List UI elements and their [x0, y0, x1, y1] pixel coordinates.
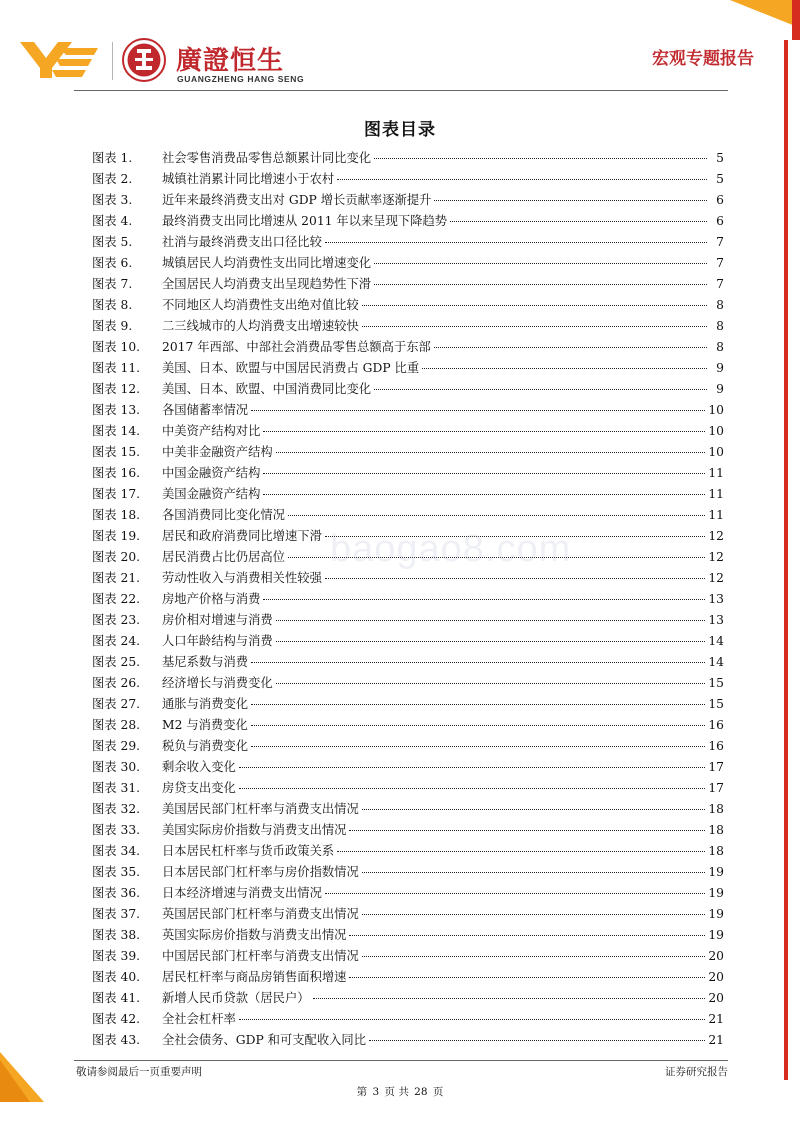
toc-dot-leader — [276, 641, 706, 642]
toc-entry-page: 9 — [716, 361, 724, 375]
toc-entry[interactable] — [92, 1030, 724, 1051]
toc-entry-title: 美国居民部门杠杆率与消费支出情况 — [162, 802, 359, 816]
toc-entry-page: 15 — [708, 697, 724, 711]
toc-entry-page: 13 — [708, 592, 724, 606]
toc-entry-number: 图表 28. — [92, 718, 141, 732]
toc-entry-title: 中国金融资产结构 — [162, 466, 261, 480]
toc-entry[interactable] — [92, 211, 724, 232]
toc-entry-number: 图表 34. — [92, 844, 141, 858]
figure-index-list — [92, 148, 724, 1051]
toc-entry[interactable] — [92, 736, 724, 757]
toc-entry-number: 图表 30. — [92, 760, 141, 774]
toc-entry-title: 通胀与消费变化 — [162, 697, 249, 711]
toc-dot-leader — [362, 809, 706, 810]
toc-entry-title: 全国居民人均消费支出呈现趋势性下滑 — [162, 277, 372, 291]
toc-entry[interactable] — [92, 925, 724, 946]
toc-entry[interactable] — [92, 316, 724, 337]
toc-entry-number: 图表 15. — [92, 445, 141, 459]
toc-entry-title: 人口年龄结构与消费 — [162, 634, 273, 648]
toc-dot-leader — [362, 956, 706, 957]
toc-entry-page: 17 — [708, 781, 724, 795]
toc-entry-page: 19 — [708, 886, 724, 900]
toc-entry-number: 图表 5. — [92, 235, 133, 249]
toc-entry[interactable] — [92, 778, 724, 799]
toc-dot-leader — [251, 704, 705, 705]
right-edge-rule — [784, 40, 788, 1080]
toc-entry-number: 图表 20. — [92, 550, 141, 564]
toc-entry-page: 5 — [716, 151, 724, 165]
toc-entry-page: 12 — [708, 550, 724, 564]
logo-separator — [112, 42, 113, 80]
toc-entry[interactable] — [92, 673, 724, 694]
toc-entry-number: 图表 4. — [92, 214, 133, 228]
toc-entry[interactable] — [92, 400, 724, 421]
toc-entry-title: 剩余收入变化 — [162, 760, 236, 774]
toc-entry-number: 图表 13. — [92, 403, 141, 417]
toc-dot-leader — [374, 389, 707, 390]
toc-entry-page: 19 — [708, 865, 724, 879]
page-number-total: 28 — [414, 1086, 428, 1098]
toc-entry-number: 图表 33. — [92, 823, 141, 837]
toc-dot-leader — [374, 263, 707, 264]
toc-entry-page: 5 — [716, 172, 724, 186]
toc-entry-number: 图表 22. — [92, 592, 141, 606]
toc-entry[interactable] — [92, 568, 724, 589]
toc-dot-leader — [337, 851, 705, 852]
toc-entry-page: 6 — [716, 214, 724, 228]
toc-entry-page: 18 — [708, 844, 724, 858]
toc-entry-title: 中美资产结构对比 — [162, 424, 261, 438]
toc-dot-leader — [251, 746, 705, 747]
toc-entry[interactable] — [92, 505, 724, 526]
toc-entry-number: 图表 36. — [92, 886, 141, 900]
toc-entry-number: 图表 29. — [92, 739, 141, 753]
toc-entry-number: 图表 24. — [92, 634, 141, 648]
toc-dot-leader — [239, 788, 706, 789]
toc-entry-title: 英国居民部门杠杆率与消费支出情况 — [162, 907, 359, 921]
toc-entry-number: 图表 2. — [92, 172, 133, 186]
toc-entry-number: 图表 37. — [92, 907, 141, 921]
toc-entry-number: 图表 3. — [92, 193, 133, 207]
toc-entry[interactable] — [92, 862, 724, 883]
toc-dot-leader — [251, 410, 705, 411]
toc-entry[interactable] — [92, 883, 724, 904]
toc-entry-page: 19 — [708, 907, 724, 921]
toc-dot-leader — [263, 473, 705, 474]
toc-dot-leader — [374, 158, 707, 159]
toc-entry-title: 基尼系数与消费 — [162, 655, 249, 669]
toc-entry-number: 图表 14. — [92, 424, 141, 438]
toc-entry-page: 9 — [716, 382, 724, 396]
page-header — [20, 36, 760, 86]
toc-dot-leader — [362, 305, 707, 306]
toc-entry[interactable] — [92, 631, 724, 652]
toc-entry-title: 中国居民部门杠杆率与消费支出情况 — [162, 949, 359, 963]
watermark-text: baogao8.com — [330, 528, 572, 570]
toc-entry-page: 8 — [716, 340, 724, 354]
page-number-prefix: 第 — [356, 1086, 368, 1098]
toc-entry-title: 近年来最终消费支出对 GDP 增长贡献率逐渐提升 — [162, 193, 432, 207]
toc-dot-leader — [263, 494, 705, 495]
toc-entry-page: 20 — [708, 991, 724, 1005]
toc-dot-leader — [325, 893, 705, 894]
toc-entry-page: 10 — [708, 445, 724, 459]
toc-entry-number: 图表 31. — [92, 781, 141, 795]
toc-entry-number: 图表 8. — [92, 298, 133, 312]
toc-entry[interactable] — [92, 274, 724, 295]
toc-entry-number: 图表 18. — [92, 508, 141, 522]
toc-entry-title: 新增人民币贷款（居民户） — [162, 991, 310, 1005]
toc-entry-number: 图表 26. — [92, 676, 141, 690]
page-number-suffix: 页 — [432, 1086, 444, 1098]
toc-entry-number: 图表 25. — [92, 655, 141, 669]
toc-entry-title: 二三线城市的人均消费支出增速较快 — [162, 319, 359, 333]
toc-entry[interactable] — [92, 610, 724, 631]
toc-dot-leader — [251, 662, 705, 663]
toc-entry-page: 21 — [708, 1012, 724, 1026]
toc-entry[interactable] — [92, 232, 724, 253]
toc-entry-title: 日本居民杠杆率与货币政策关系 — [162, 844, 335, 858]
toc-entry-title: 不同地区人均消费性支出绝对值比较 — [162, 298, 359, 312]
toc-entry[interactable] — [92, 190, 724, 211]
toc-entry[interactable] — [92, 463, 724, 484]
toc-entry-title: M2 与消费变化 — [162, 718, 248, 732]
toc-entry-number: 图表 19. — [92, 529, 141, 543]
toc-entry-page: 7 — [716, 256, 724, 270]
toc-entry[interactable] — [92, 148, 724, 169]
toc-entry-number: 图表 38. — [92, 928, 141, 942]
toc-entry-number: 图表 41. — [92, 991, 141, 1005]
toc-dot-leader — [362, 872, 706, 873]
toc-entry[interactable] — [92, 757, 724, 778]
toc-entry-number: 图表 6. — [92, 256, 133, 270]
toc-entry[interactable] — [92, 442, 724, 463]
toc-entry-page: 14 — [708, 634, 724, 648]
toc-entry-number: 图表 21. — [92, 571, 141, 585]
footer-divider — [74, 1060, 728, 1061]
toc-entry-title: 房价相对增速与消费 — [162, 613, 273, 627]
toc-entry-title: 美国、日本、欧盟与中国居民消费占 GDP 比重 — [162, 361, 420, 375]
toc-dot-leader — [251, 725, 706, 726]
toc-entry-page: 7 — [716, 235, 724, 249]
toc-entry[interactable] — [92, 946, 724, 967]
toc-dot-leader — [325, 242, 707, 243]
toc-dot-leader — [434, 347, 707, 348]
toc-entry-title: 最终消费支出同比增速从 2011 年以来呈现下降趋势 — [162, 214, 448, 228]
toc-entry-title: 居民杠杆率与商品房销售面积增速 — [162, 970, 347, 984]
toc-entry-page: 6 — [716, 193, 724, 207]
toc-entry-title: 城镇居民人均消费性支出同比增速变化 — [162, 256, 372, 270]
toc-entry-page: 14 — [708, 655, 724, 669]
toc-entry[interactable] — [92, 295, 724, 316]
document-type-label: 证券研究报告 — [665, 1066, 728, 1078]
toc-dot-leader — [374, 284, 707, 285]
toc-entry-title: 居民消费占比仍居高位 — [162, 550, 285, 564]
toc-entry[interactable] — [92, 820, 724, 841]
toc-entry[interactable] — [92, 337, 724, 358]
toc-entry-page: 11 — [708, 466, 724, 480]
toc-entry-title: 各国储蓄率情况 — [162, 403, 249, 417]
toc-dot-leader — [349, 977, 705, 978]
toc-entry-title: 房地产价格与消费 — [162, 592, 261, 606]
toc-entry-page: 11 — [708, 508, 724, 522]
toc-entry-number: 图表 27. — [92, 697, 141, 711]
toc-entry-page: 12 — [708, 529, 724, 543]
toc-entry-number: 图表 10. — [92, 340, 141, 354]
toc-dot-leader — [239, 767, 706, 768]
header-divider — [74, 90, 728, 91]
disclaimer-note: 敬请参阅最后一页重要声明 — [76, 1066, 202, 1078]
toc-dot-leader — [337, 179, 707, 180]
toc-entry-page: 20 — [708, 949, 724, 963]
toc-dot-leader — [422, 368, 707, 369]
toc-entry-page: 10 — [708, 424, 724, 438]
toc-dot-leader — [288, 515, 705, 516]
toc-entry-title: 城镇社消累计同比增速小于农村 — [162, 172, 335, 186]
toc-dot-leader — [434, 200, 707, 201]
toc-entry[interactable] — [92, 652, 724, 673]
toc-entry[interactable] — [92, 421, 724, 442]
toc-entry-number: 图表 35. — [92, 865, 141, 879]
toc-entry[interactable] — [92, 358, 724, 379]
toc-entry-page: 18 — [708, 823, 724, 837]
toc-entry-page: 16 — [708, 739, 724, 753]
toc-dot-leader — [362, 914, 706, 915]
toc-entry-number: 图表 42. — [92, 1012, 141, 1026]
toc-entry-title: 美国实际房价指数与消费支出情况 — [162, 823, 347, 837]
page-number-current: 3 — [372, 1086, 380, 1098]
toc-entry-title: 全社会杠杆率 — [162, 1012, 236, 1026]
toc-entry-page: 16 — [708, 718, 724, 732]
toc-entry-title: 税负与消费变化 — [162, 739, 249, 753]
toc-entry[interactable] — [92, 484, 724, 505]
toc-entry-page: 12 — [708, 571, 724, 585]
toc-dot-leader — [349, 830, 705, 831]
toc-entry-title: 经济增长与消费变化 — [162, 676, 273, 690]
toc-entry[interactable] — [92, 799, 724, 820]
toc-entry-title: 2017 年西部、中部社会消费品零售总额高于东部 — [162, 340, 431, 354]
toc-dot-leader — [263, 431, 705, 432]
toc-entry-number: 图表 12. — [92, 382, 141, 396]
toc-entry-page: 21 — [708, 1033, 724, 1047]
toc-entry-title: 社消与最终消费支出口径比较 — [162, 235, 322, 249]
toc-entry-number: 图表 1. — [92, 151, 133, 165]
top-right-corner-decoration — [710, 0, 800, 40]
toc-dot-leader — [276, 683, 706, 684]
toc-entry-page: 7 — [716, 277, 724, 291]
toc-entry[interactable] — [92, 988, 724, 1009]
toc-entry-title: 中美非金融资产结构 — [162, 445, 273, 459]
toc-dot-leader — [239, 1019, 706, 1020]
toc-entry-title: 美国、日本、欧盟、中国消费同比变化 — [162, 382, 372, 396]
toc-entry[interactable] — [92, 841, 724, 862]
toc-entry[interactable] — [92, 967, 724, 988]
toc-entry[interactable] — [92, 169, 724, 190]
toc-entry[interactable] — [92, 904, 724, 925]
toc-dot-leader — [325, 578, 705, 579]
toc-entry-title: 房贷支出变化 — [162, 781, 236, 795]
toc-entry-page: 8 — [716, 298, 724, 312]
toc-entry[interactable] — [92, 379, 724, 400]
toc-dot-leader — [276, 452, 706, 453]
toc-entry-number: 图表 9. — [92, 319, 133, 333]
toc-entry-title: 全社会债务、GDP 和可支配收入同比 — [162, 1033, 367, 1047]
toc-entry-number: 图表 16. — [92, 466, 141, 480]
toc-entry-title: 劳动性收入与消费相关性较强 — [162, 571, 322, 585]
toc-entry-number: 图表 17. — [92, 487, 141, 501]
toc-dot-leader — [349, 935, 705, 936]
toc-dot-leader — [263, 599, 705, 600]
brand-name-english: GUANGZHENG HANG SENG — [177, 74, 305, 84]
toc-dot-leader — [276, 620, 706, 621]
toc-entry-page: 11 — [708, 487, 724, 501]
toc-entry-page: 17 — [708, 760, 724, 774]
toc-entry-number: 图表 40. — [92, 970, 141, 984]
toc-entry-number: 图表 11. — [92, 361, 141, 375]
page-number-mid: 页 共 — [384, 1086, 409, 1098]
toc-entry-title: 居民和政府消费同比增速下滑 — [162, 529, 322, 543]
toc-entry-number: 图表 32. — [92, 802, 141, 816]
toc-entry-number: 图表 23. — [92, 613, 141, 627]
ye-logo-icon — [20, 40, 98, 80]
toc-entry[interactable] — [92, 715, 724, 736]
toc-entry-page: 20 — [708, 970, 724, 984]
toc-entry-number: 图表 39. — [92, 949, 141, 963]
brand-name-chinese: 廣證恒生 — [176, 46, 285, 76]
toc-entry-title: 英国实际房价指数与消费支出情况 — [162, 928, 347, 942]
toc-entry-title: 各国消费同比变化情况 — [162, 508, 285, 522]
toc-entry-page: 10 — [708, 403, 724, 417]
toc-entry-title: 日本居民部门杠杆率与房价指数情况 — [162, 865, 359, 879]
toc-entry[interactable] — [92, 253, 724, 274]
toc-entry-title: 社会零售消费品零售总额累计同比变化 — [162, 151, 372, 165]
toc-dot-leader — [450, 221, 707, 222]
toc-entry-page: 8 — [716, 319, 724, 333]
page-number — [0, 1084, 800, 1099]
toc-entry-page: 19 — [708, 928, 724, 942]
toc-dot-leader — [313, 998, 706, 999]
report-type-label: 宏观专题报告 — [652, 49, 754, 69]
toc-entry[interactable] — [92, 589, 724, 610]
toc-dot-leader — [369, 1040, 705, 1041]
toc-entry-number: 图表 7. — [92, 277, 133, 291]
toc-entry-page: 15 — [708, 676, 724, 690]
toc-entry-number: 图表 43. — [92, 1033, 141, 1047]
company-seal-icon — [122, 38, 166, 82]
toc-entry[interactable] — [92, 694, 724, 715]
toc-dot-leader — [362, 326, 707, 327]
toc-entry-page: 18 — [708, 802, 724, 816]
toc-entry-title: 美国金融资产结构 — [162, 487, 261, 501]
toc-entry-page: 13 — [708, 613, 724, 627]
page-title: 图表目录 — [364, 120, 436, 140]
toc-entry-title: 日本经济增速与消费支出情况 — [162, 886, 322, 900]
toc-entry[interactable] — [92, 1009, 724, 1030]
